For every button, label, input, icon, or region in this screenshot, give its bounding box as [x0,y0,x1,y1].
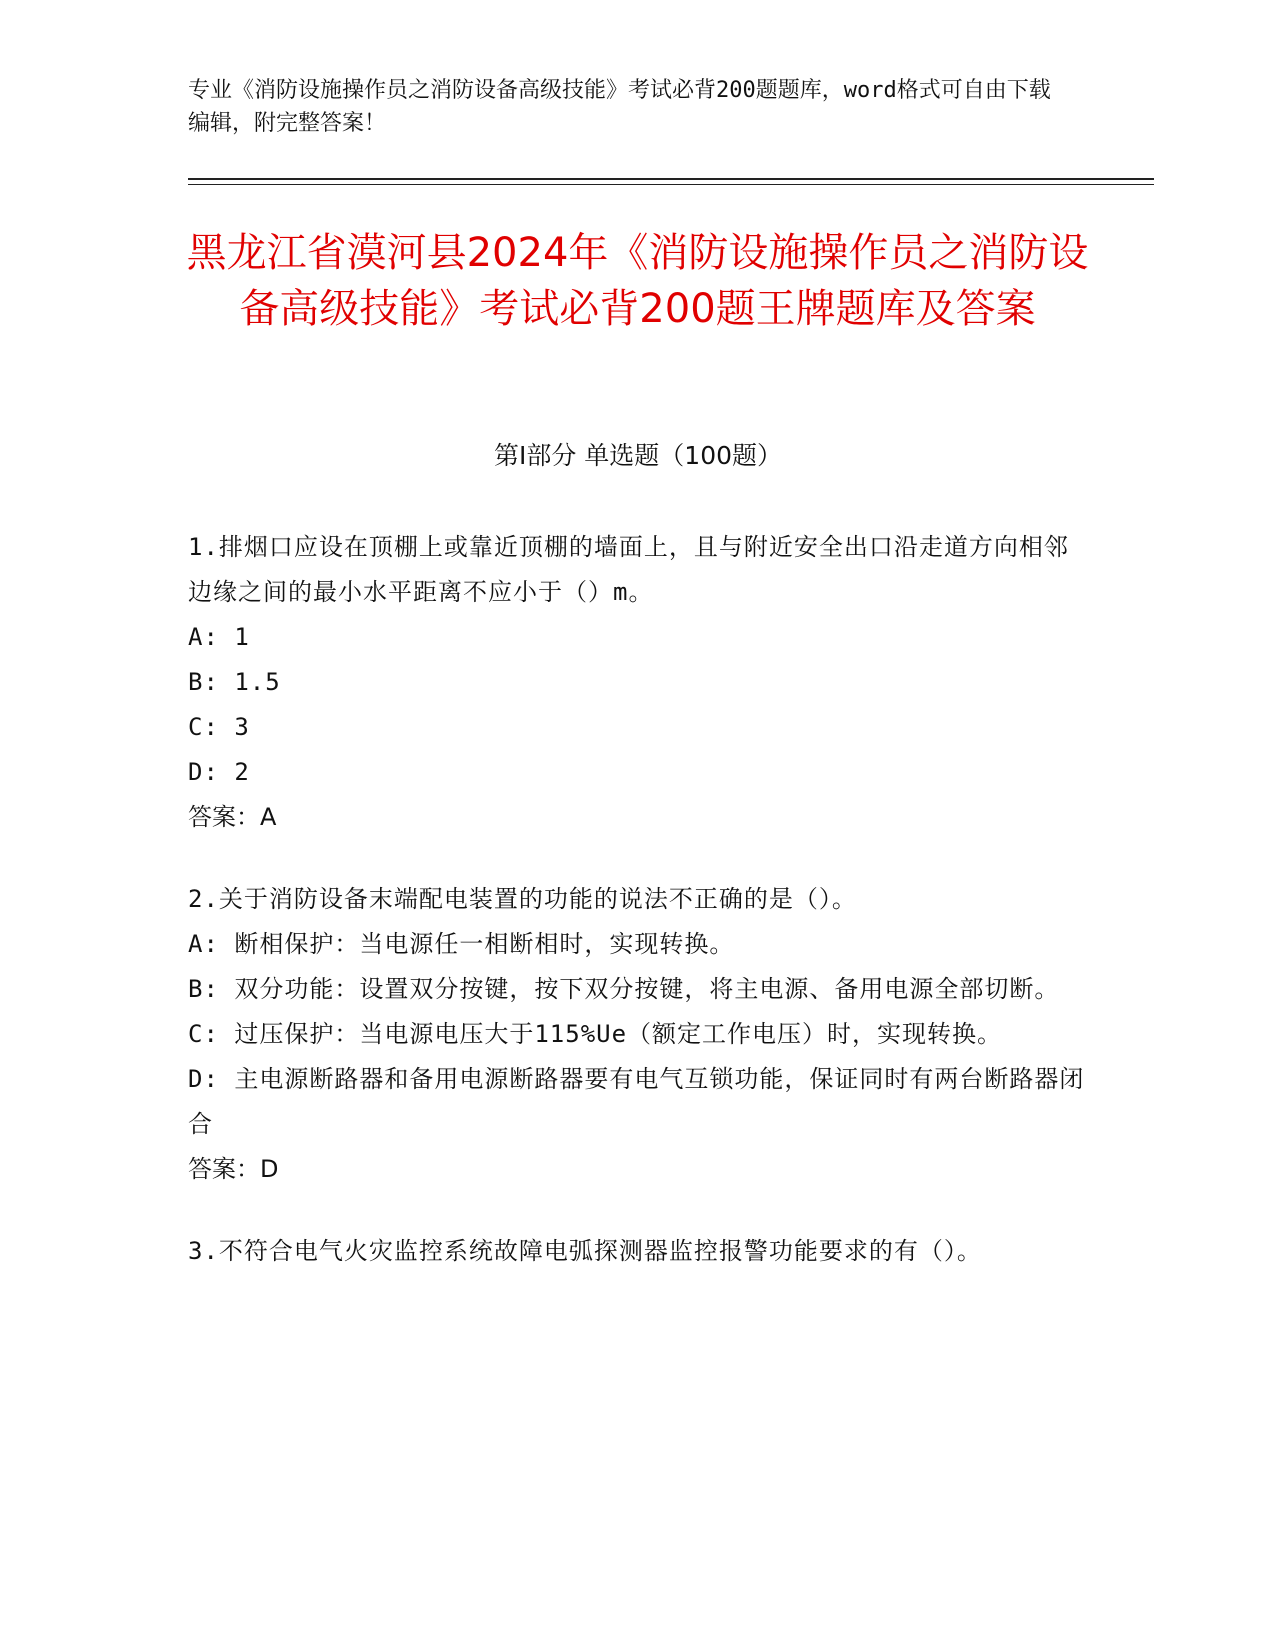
option-a: A: 断相保护：当电源任一相断相时，实现转换。 [188,930,735,958]
header-divider-thick [188,178,1154,180]
question-1 [188,525,1088,840]
answer-text: 答案：A [188,803,277,831]
option-b: B: 双分功能：设置双分按键，按下双分按键，将主电源、备用电源全部切断。 [188,975,1060,1003]
option-b: B: 1.5 [188,668,281,696]
question-list [188,525,1088,1311]
answer-text: 答案：D [188,1155,279,1183]
option-d: D: 2 [188,758,250,786]
document-title: 黑龙江省漠河县2024年《消防设施操作员之消防设备高级技能》考试必背200题王牌题库及答案 [186,230,1089,332]
question-3 [188,1229,1088,1274]
option-c: C: 3 [188,713,250,741]
header-note: 专业《消防设施操作员之消防设备高级技能》考试必背200题题库，word格式可自由下载编辑，附完整答案！ [188,78,1051,136]
option-a: A: 1 [188,623,250,651]
question-stem: 2.关于消防设备末端配电装置的功能的说法不正确的是（）。 [188,885,857,913]
header-divider-thin [188,184,1154,185]
option-c: C: 过压保护：当电源电压大于115%Ue（额定工作电压）时，实现转换。 [188,1020,1003,1048]
question-stem: 3.不符合电气火灾监控系统故障电弧探测器监控报警功能要求的有（）。 [188,1237,982,1265]
option-d: D: 主电源断路器和备用电源断路器要有电气互锁功能，保证同时有两台断路器闭合 [188,1065,1085,1138]
section-heading: 第I部分 单选题（100题） [493,441,783,470]
question-stem: 1.排烟口应设在顶棚上或靠近顶棚的墙面上，且与附近安全出口沿走道方向相邻边缘之间的最小水平距离不应小于（）m。 [188,533,1069,606]
question-2 [188,877,1088,1192]
